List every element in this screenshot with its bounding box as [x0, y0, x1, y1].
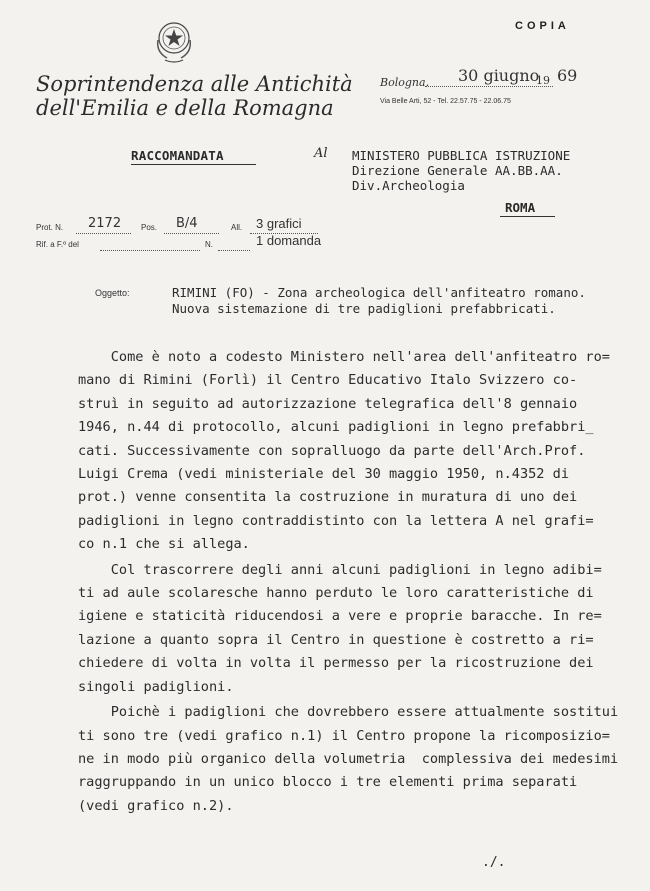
institution-line-2: dell'Emilia e della Romagna [36, 96, 334, 120]
recipient-line: Direzione Generale AA.BB.AA. [352, 163, 563, 178]
body-line: struì in seguito ad autorizzazione telegrafica dell'8 gennaio [78, 395, 578, 412]
subject-text [172, 285, 586, 317]
body-line: (vedi grafico n.2). [78, 797, 234, 814]
continuation-mark: ./. [482, 855, 506, 870]
body-line: padiglioni in legno contraddistinto con la lettera A nel grafi= [78, 512, 594, 529]
prot-number: 2172 [88, 216, 122, 231]
body-line: Poichè i padiglioni che dovrebbero essere attualmente sostitui [78, 704, 619, 721]
reference-number-label: N. [205, 240, 213, 249]
body-line: mano di Rimini (Forlì) il Centro Educativo Italo Svizzero co- [78, 372, 578, 389]
copy-stamp: COPIA [515, 20, 570, 32]
body-line: co n.1 che si allega. [78, 536, 250, 553]
letter-date: 30 giugno [458, 66, 540, 85]
body-line: igiene e staticità riducendosi a vere e proprie baracche. In re= [78, 608, 602, 625]
letter-year: 69 [557, 66, 578, 85]
recipient-block [352, 148, 570, 193]
body-line: cati. Successivamente con sopralluogo da parte dell'Arch.Prof. [78, 442, 586, 459]
subject-line-2: Nuova sistemazione di tre padiglioni prefabbricati. [172, 301, 556, 316]
attachments-value-1: 3 grafici [256, 216, 302, 231]
body-line: ne in modo più organico della volumetria complessiva dei medesimi [78, 750, 619, 767]
body-line: ti ad aule scolaresche hanno perduto le loro caratteristiche di [78, 585, 594, 602]
subject-line-1: RIMINI (FO) - Zona archeologica dell'anfiteatro romano. [172, 285, 586, 300]
body-line: prot.) venne consentita la costruzione in muratura di uno dei [78, 489, 578, 506]
institution-name [36, 72, 353, 120]
body-line: Come è noto a codesto Ministero nell'area dell'anfiteatro ro= [78, 349, 610, 365]
subject-label: Oggetto: [95, 288, 130, 298]
recipient-line: Div.Archeologia [352, 178, 465, 193]
pos-label: Pos. [141, 223, 158, 232]
institution-line-1: Soprintendenza alle Antichità [36, 72, 353, 96]
attachments-value-2: 1 domanda [256, 233, 322, 248]
attachments-label: All. [231, 223, 243, 232]
registered-mail-label: RACCOMANDATA [131, 148, 224, 163]
recipient-city: ROMA [505, 200, 536, 215]
body-line: 1946, n.44 di protocollo, alcuni padiglioni in legno prefabbri_ [78, 419, 594, 436]
pos-value: B/4 [176, 216, 198, 231]
body-line: raggruppando in un unico blocco i tre elementi prima separati [78, 774, 578, 791]
office-address: Via Belle Arti, 52 - Tel. 22.57.75 - 22.06.75 [380, 98, 511, 105]
recipient-prefix: Al [314, 146, 328, 161]
body-line: Luigi Crema (vedi ministeriale del 30 maggio 1950, n.4352 di [78, 466, 570, 483]
reference-label: Rif. a F.º del [36, 240, 79, 249]
body-line: lazione a quanto sopra il Centro in questione è costretto a ri= [78, 631, 594, 648]
place-label: Bologna, [380, 76, 430, 89]
letter-body [78, 346, 619, 818]
body-line: singoli padiglioni. [78, 678, 234, 695]
body-line: Col trascorrere degli anni alcuni padiglioni in legno adibi= [78, 561, 602, 578]
italian-republic-emblem-icon [153, 18, 195, 64]
body-line: chiedere di volta in volta il permesso per la ricostruzione dei [78, 655, 594, 672]
body-line: ti sono tre (vedi grafico n.1) il Centro propone la ricomposizio= [78, 727, 610, 744]
recipient-line: MINISTERO PUBBLICA ISTRUZIONE [352, 148, 571, 163]
prot-label: Prot. N. [36, 223, 64, 232]
